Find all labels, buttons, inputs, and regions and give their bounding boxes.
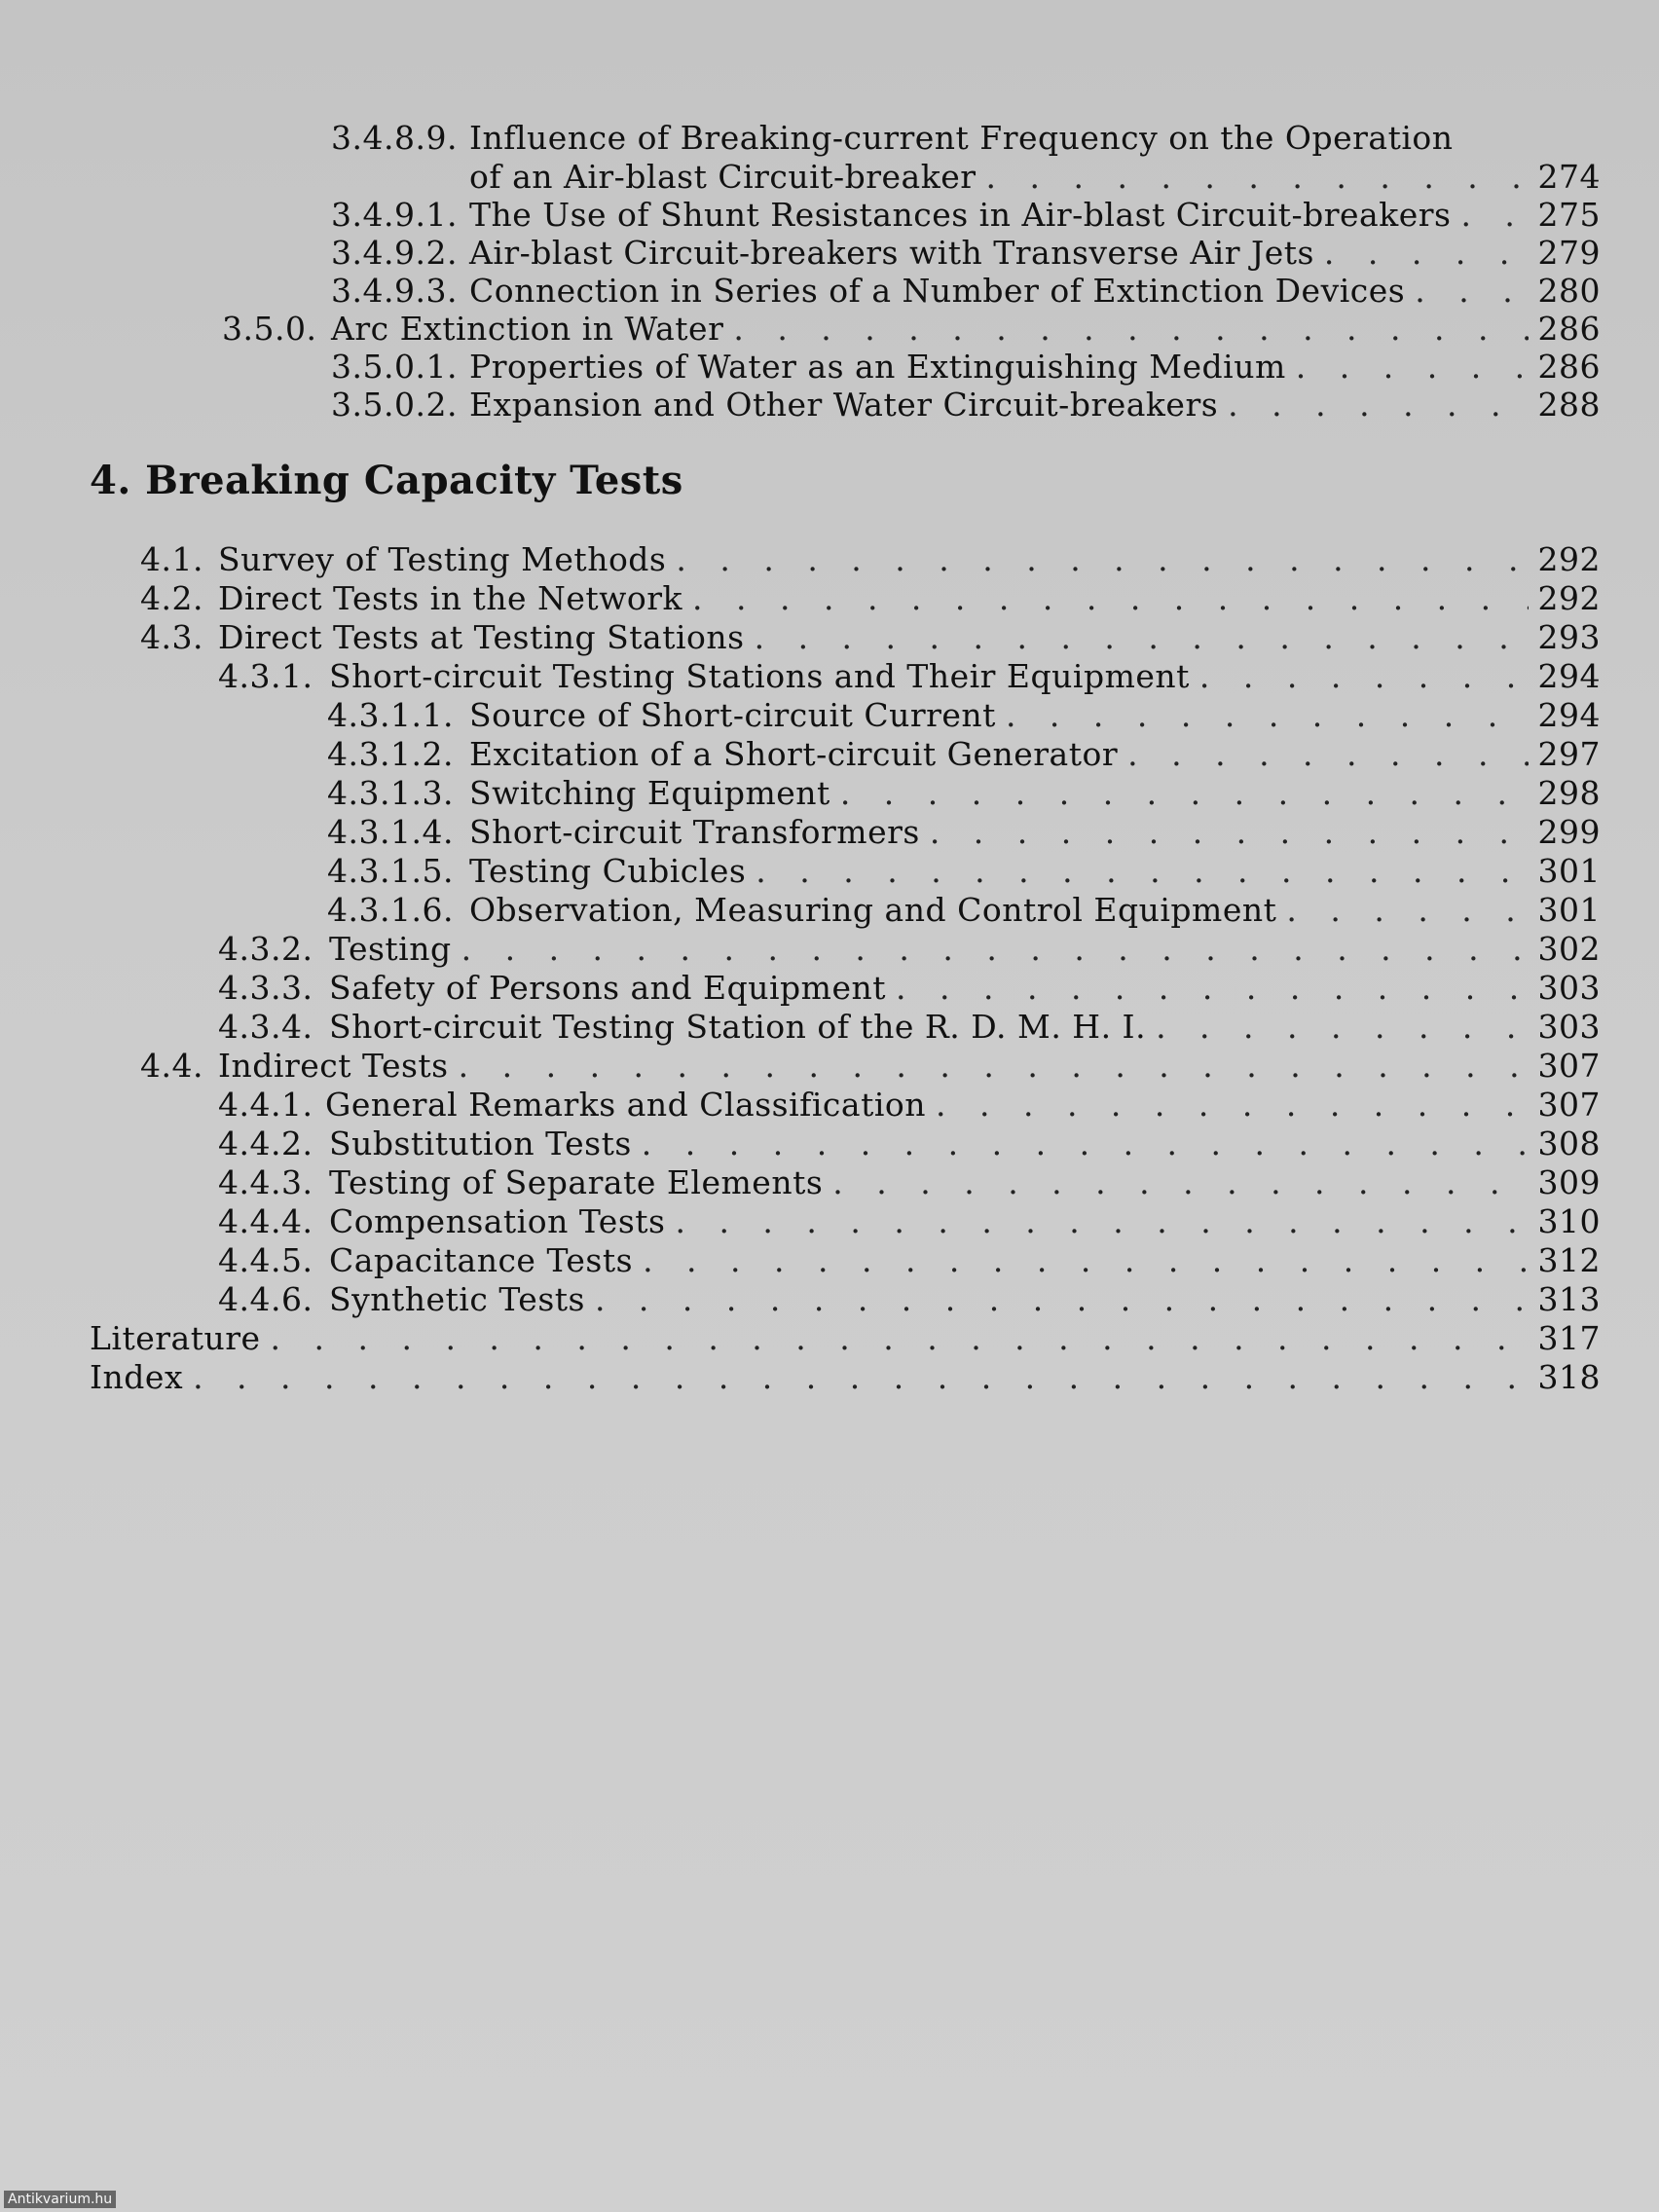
entry-title: Properties of Water as an Extinguishing Medium <box>469 348 1286 386</box>
entry-title: Source of Short-circuit Current <box>469 696 996 734</box>
entry-title: Testing of Separate Elements <box>329 1163 824 1201</box>
toc-entry <box>218 1241 1601 1280</box>
page-number: 317 <box>1537 1319 1601 1357</box>
entry-number: 4.3.1.5. <box>327 852 454 890</box>
page-number: 297 <box>1537 735 1601 773</box>
toc-entry <box>331 234 1601 273</box>
entry-title: Connection in Series of a Number of Extinction Devices <box>469 272 1406 310</box>
page-number: 313 <box>1537 1280 1601 1318</box>
entry-title: Indirect Tests <box>218 1047 449 1085</box>
dot-leader <box>643 1241 1528 1280</box>
dot-leader <box>840 774 1529 813</box>
toc-entry <box>140 618 1601 657</box>
entry-title: Short-circuit Testing Stations and Their Equipment <box>329 657 1190 695</box>
entry-number: 4.4.3. <box>218 1163 313 1201</box>
entry-number: 4.4. <box>140 1047 203 1085</box>
entry-title: Influence of Breaking-current Frequency on the Operation <box>469 119 1454 157</box>
entry-number: 3.5.0. <box>222 310 317 348</box>
entry-title: Arc Extinction in Water <box>331 310 724 348</box>
toc-entry <box>218 1163 1601 1202</box>
entry-title: Excitation of a Short-circuit Generator <box>469 735 1119 773</box>
toc-entry <box>331 386 1601 424</box>
page-number: 279 <box>1537 234 1601 272</box>
entry-title: Short-circuit Testing Station of the R. D. M. H. I. <box>329 1008 1147 1046</box>
page-number: 302 <box>1537 930 1601 968</box>
entry-number: 4.2. <box>140 579 203 617</box>
toc-entry <box>140 1047 1601 1086</box>
entry-number: 4.3. <box>140 618 203 656</box>
dot-leader <box>1127 735 1528 774</box>
toc-entry <box>218 657 1601 696</box>
entry-title: Capacitance Tests <box>329 1241 634 1279</box>
entry-title: Synthetic Tests <box>329 1280 585 1318</box>
dot-leader <box>1415 272 1528 311</box>
toc-entry <box>331 196 1601 235</box>
entry-number: 3.4.8.9. <box>331 119 458 157</box>
page-number: 307 <box>1537 1086 1601 1124</box>
entry-title: Substitution Tests <box>329 1124 632 1162</box>
entry-number: 3.5.0.2. <box>331 386 458 424</box>
page-number: 274 <box>1537 158 1601 196</box>
entry-title: Index <box>90 1358 184 1396</box>
toc-entry <box>218 1202 1601 1241</box>
toc-entry <box>327 735 1601 774</box>
entry-title-continuation: of an Air-blast Circuit-breaker <box>469 158 977 196</box>
entry-number: 4.3.1.4. <box>327 813 454 851</box>
toc-entry <box>218 1124 1601 1163</box>
dot-leader <box>461 930 1529 969</box>
dot-leader <box>930 813 1529 852</box>
toc-entry-index <box>90 1358 1601 1397</box>
site-watermark: Antikvarium.hu <box>4 2191 116 2208</box>
entry-title: Literature <box>90 1319 261 1357</box>
dot-leader <box>832 1163 1528 1202</box>
entry-number: 3.4.9.2. <box>331 234 458 272</box>
dot-leader <box>271 1319 1529 1358</box>
page-number: 301 <box>1537 852 1601 890</box>
page-number: 286 <box>1537 310 1601 348</box>
page-number: 294 <box>1537 696 1601 734</box>
page-number: 303 <box>1537 969 1601 1007</box>
toc-entry <box>327 696 1601 735</box>
toc-entry <box>218 1280 1601 1319</box>
page-number: 288 <box>1537 386 1601 424</box>
dot-leader <box>193 1358 1528 1397</box>
toc-entry <box>331 348 1601 387</box>
dot-leader <box>896 969 1528 1008</box>
entry-title: Expansion and Other Water Circuit-breakers <box>469 386 1219 424</box>
entry-number: 4.4.1. <box>218 1086 313 1124</box>
entry-number: 4.3.3. <box>218 969 313 1007</box>
entry-number: 4.3.1.1. <box>327 696 454 734</box>
entry-number: 4.3.2. <box>218 930 313 968</box>
entry-number: 4.4.6. <box>218 1280 313 1318</box>
toc-entry <box>327 813 1601 852</box>
dot-leader <box>1460 196 1528 235</box>
toc-entry-literature <box>90 1319 1601 1358</box>
dot-leader <box>692 579 1528 618</box>
entry-title: Observation, Measuring and Control Equipment <box>469 891 1277 929</box>
dot-leader <box>642 1124 1529 1163</box>
entry-title: Testing Cubicles <box>469 852 747 890</box>
page-number: 294 <box>1537 657 1601 695</box>
page-number: 292 <box>1537 579 1601 617</box>
page-number: 293 <box>1537 618 1601 656</box>
entry-title: Compensation Tests <box>329 1202 666 1240</box>
toc-entry <box>222 310 1601 349</box>
dot-leader <box>459 1047 1529 1086</box>
dot-leader <box>1286 891 1528 930</box>
toc-entry <box>140 579 1601 618</box>
entry-number: 4.4.5. <box>218 1241 313 1279</box>
dot-leader <box>675 1202 1528 1241</box>
entry-title: Switching Equipment <box>469 774 830 812</box>
page-number: 292 <box>1537 540 1601 578</box>
entry-number: 3.5.0.1. <box>331 348 458 386</box>
page-number: 309 <box>1537 1163 1601 1201</box>
dot-leader <box>756 852 1528 891</box>
page-number: 280 <box>1537 272 1601 310</box>
page-number: 303 <box>1537 1008 1601 1046</box>
page-number: 301 <box>1537 891 1601 929</box>
page-number: 318 <box>1537 1358 1601 1396</box>
toc-entry <box>331 272 1601 311</box>
dot-leader <box>733 310 1528 349</box>
page-number: 299 <box>1537 813 1601 851</box>
page-number: 275 <box>1537 196 1601 234</box>
toc-entry <box>218 969 1601 1008</box>
entry-number: 3.4.9.3. <box>331 272 458 310</box>
entry-title: Safety of Persons and Equipment <box>329 969 887 1007</box>
dot-leader <box>1199 657 1529 696</box>
toc-entry <box>327 774 1601 813</box>
dot-leader <box>1296 348 1529 387</box>
entry-number: 4.3.1. <box>218 657 313 695</box>
page-number: 298 <box>1537 774 1601 812</box>
toc-entry-continuation <box>469 158 1601 197</box>
dot-leader <box>595 1280 1529 1319</box>
page-number: 310 <box>1537 1202 1601 1240</box>
entry-number: 4.1. <box>140 540 203 578</box>
dot-leader <box>676 540 1528 579</box>
entry-title: General Remarks and Classification <box>325 1086 927 1124</box>
dot-leader <box>1156 1008 1528 1047</box>
entry-number: 4.3.1.3. <box>327 774 454 812</box>
entry-title: The Use of Shunt Resistances in Air-blast Circuit-breakers <box>469 196 1452 234</box>
entry-number: 4.4.4. <box>218 1202 313 1240</box>
chapter-heading: 4. Breaking Capacity Tests <box>90 458 683 503</box>
page-number: 307 <box>1537 1047 1601 1085</box>
entry-title: Short-circuit Transformers <box>469 813 920 851</box>
entry-title: Testing <box>329 930 452 968</box>
entry-number: 4.3.4. <box>218 1008 313 1046</box>
entry-title: Direct Tests in the Network <box>218 579 683 617</box>
entry-title: Direct Tests at Testing Stations <box>218 618 745 656</box>
toc-entry <box>218 930 1601 969</box>
dot-leader <box>1324 234 1529 273</box>
toc-entry <box>218 1086 1601 1124</box>
toc-entry <box>331 119 1601 158</box>
toc-entry <box>218 1008 1601 1047</box>
dot-leader <box>986 158 1529 197</box>
dot-leader <box>755 618 1529 657</box>
toc-entry <box>140 540 1601 579</box>
entry-title: Survey of Testing Methods <box>218 540 667 578</box>
entry-title: Air-blast Circuit-breakers with Transverse Air Jets <box>469 234 1314 272</box>
toc-entry <box>327 852 1601 891</box>
page-number: 308 <box>1537 1124 1601 1162</box>
dot-leader <box>1006 696 1529 735</box>
page-number: 286 <box>1537 348 1601 386</box>
toc-entry <box>327 891 1601 930</box>
dot-leader <box>1228 386 1528 424</box>
page-number: 312 <box>1537 1241 1601 1279</box>
entry-number: 3.4.9.1. <box>331 196 458 234</box>
entry-number: 4.3.1.2. <box>327 735 454 773</box>
entry-number: 4.4.2. <box>218 1124 313 1162</box>
entry-number: 4.3.1.6. <box>327 891 454 929</box>
dot-leader <box>936 1086 1528 1124</box>
